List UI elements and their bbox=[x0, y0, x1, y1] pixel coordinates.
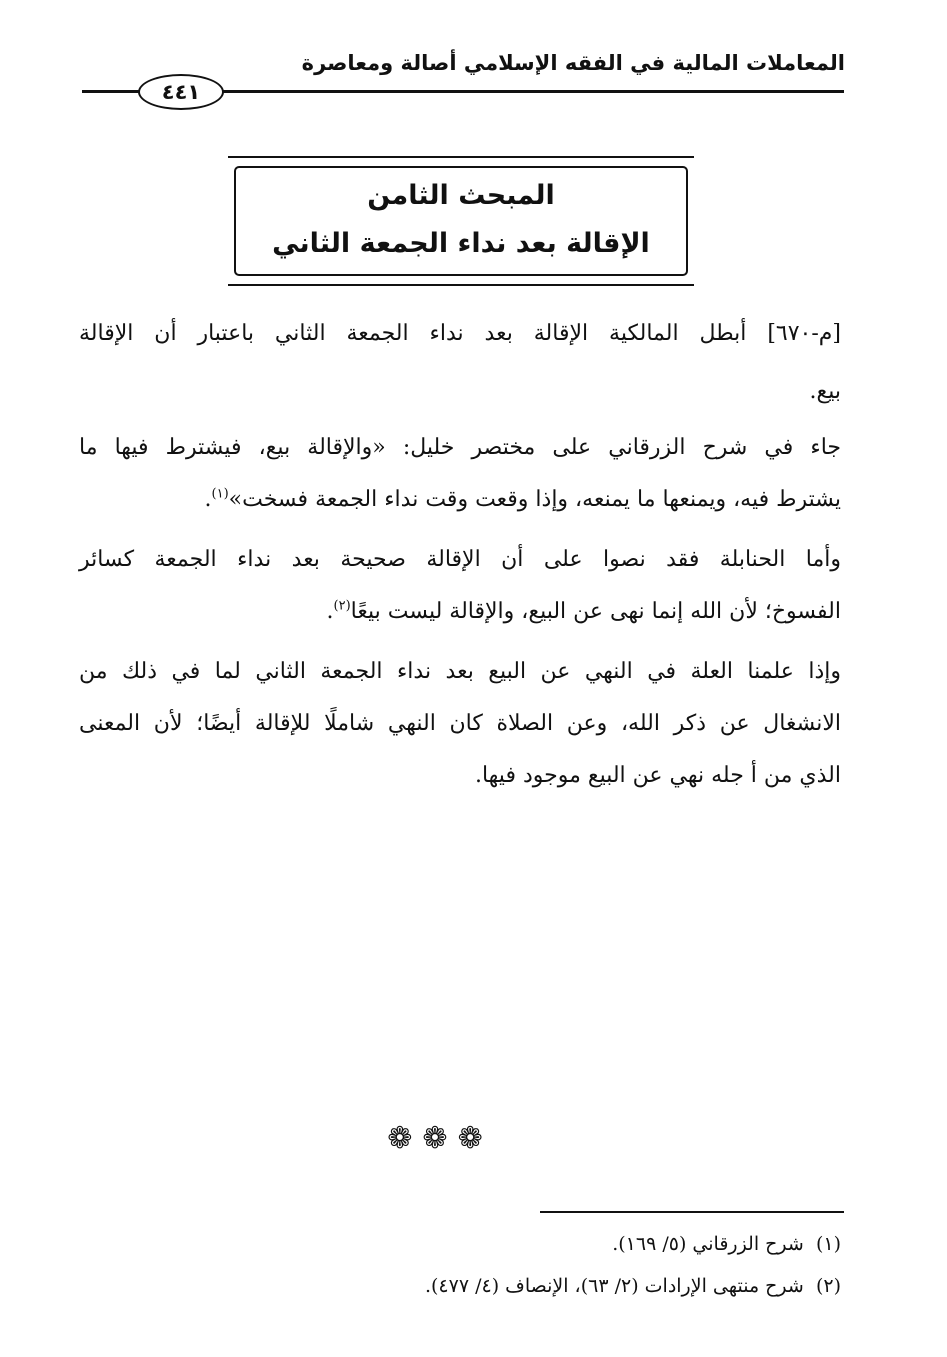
paragraph-2-line-2 bbox=[205, 484, 841, 516]
paragraph-1-line-1: [م-٦٧٠] أبطل المالكية الإقالة بعد نداء الجمعة الثاني باعتبار أن الإقالة bbox=[79, 321, 841, 346]
footnote-1-text: شرح الزرقاني (٥/ ١٦٩). bbox=[612, 1233, 804, 1255]
paragraph-2-line-2-text: يشترط فيه، ويمنعها ما يمنعه، وإذا وقعت وقت نداء الجمعة فسخت» bbox=[228, 487, 841, 512]
footnote-2-text: شرح منتهى الإرادات (٢/ ٦٣)، الإنصاف (٤/ ٤٧٧). bbox=[424, 1275, 804, 1297]
flower-ornament-icon: ❁ bbox=[387, 1121, 423, 1156]
running-title: المعاملات المالية في الفقه الإسلامي أصالة ومعاصرة bbox=[301, 51, 845, 75]
section-end-ornament bbox=[370, 1122, 510, 1156]
section-title-frame bbox=[228, 156, 694, 286]
paragraph-3-line-2-text: الفسوخ؛ لأن الله إنما نهى عن البيع، والإقالة ليست بيعًا bbox=[350, 599, 841, 624]
flower-ornament-icon: ❁ bbox=[422, 1121, 458, 1156]
footnote-rule bbox=[540, 1211, 844, 1213]
section-subheading: الإقالة بعد نداء الجمعة الثاني bbox=[272, 228, 650, 259]
footnote-ref-1: (١) bbox=[211, 486, 229, 502]
flower-ornament-icon: ❁ bbox=[457, 1121, 493, 1156]
paragraph-2-line-1: جاء في شرح الزرقاني على مختصر خليل: «والإقالة بيع، فيشترط فيها ما bbox=[79, 435, 841, 460]
paragraph-1-line-2: بيع. bbox=[809, 379, 841, 404]
section-title-box bbox=[234, 166, 688, 276]
footnote-2-mark: (٢) bbox=[815, 1275, 841, 1297]
paragraph-4-line-3: الذي من أ جله نهي عن البيع موجود فيها. bbox=[474, 763, 841, 788]
paragraph-4-line-1: وإذا علمنا العلة في النهي عن البيع بعد نداء الجمعة الثاني لما في ذلك من bbox=[79, 659, 841, 684]
paragraph-4-line-2: الانشغال عن ذكر الله، وعن الصلاة كان النهي شاملًا للإقالة أيضًا؛ لأن المعنى bbox=[79, 711, 841, 736]
paragraph-3-line-2-end: . bbox=[326, 599, 334, 624]
paragraph-3-line-2 bbox=[327, 596, 842, 628]
footnote-2 bbox=[425, 1272, 841, 1300]
footnote-1-mark: (١) bbox=[815, 1233, 841, 1255]
section-heading: المبحث الثامن bbox=[367, 180, 555, 211]
page-number: ٤٤١ bbox=[138, 74, 224, 110]
paragraph-3-line-1: وأما الحنابلة فقد نصوا على أن الإقالة صحيحة بعد نداء الجمعة كسائر bbox=[79, 547, 841, 572]
footnote-ref-2: (٢) bbox=[333, 598, 351, 614]
paragraph-2-line-2-end: . bbox=[204, 487, 212, 512]
footnote-1 bbox=[612, 1230, 841, 1258]
